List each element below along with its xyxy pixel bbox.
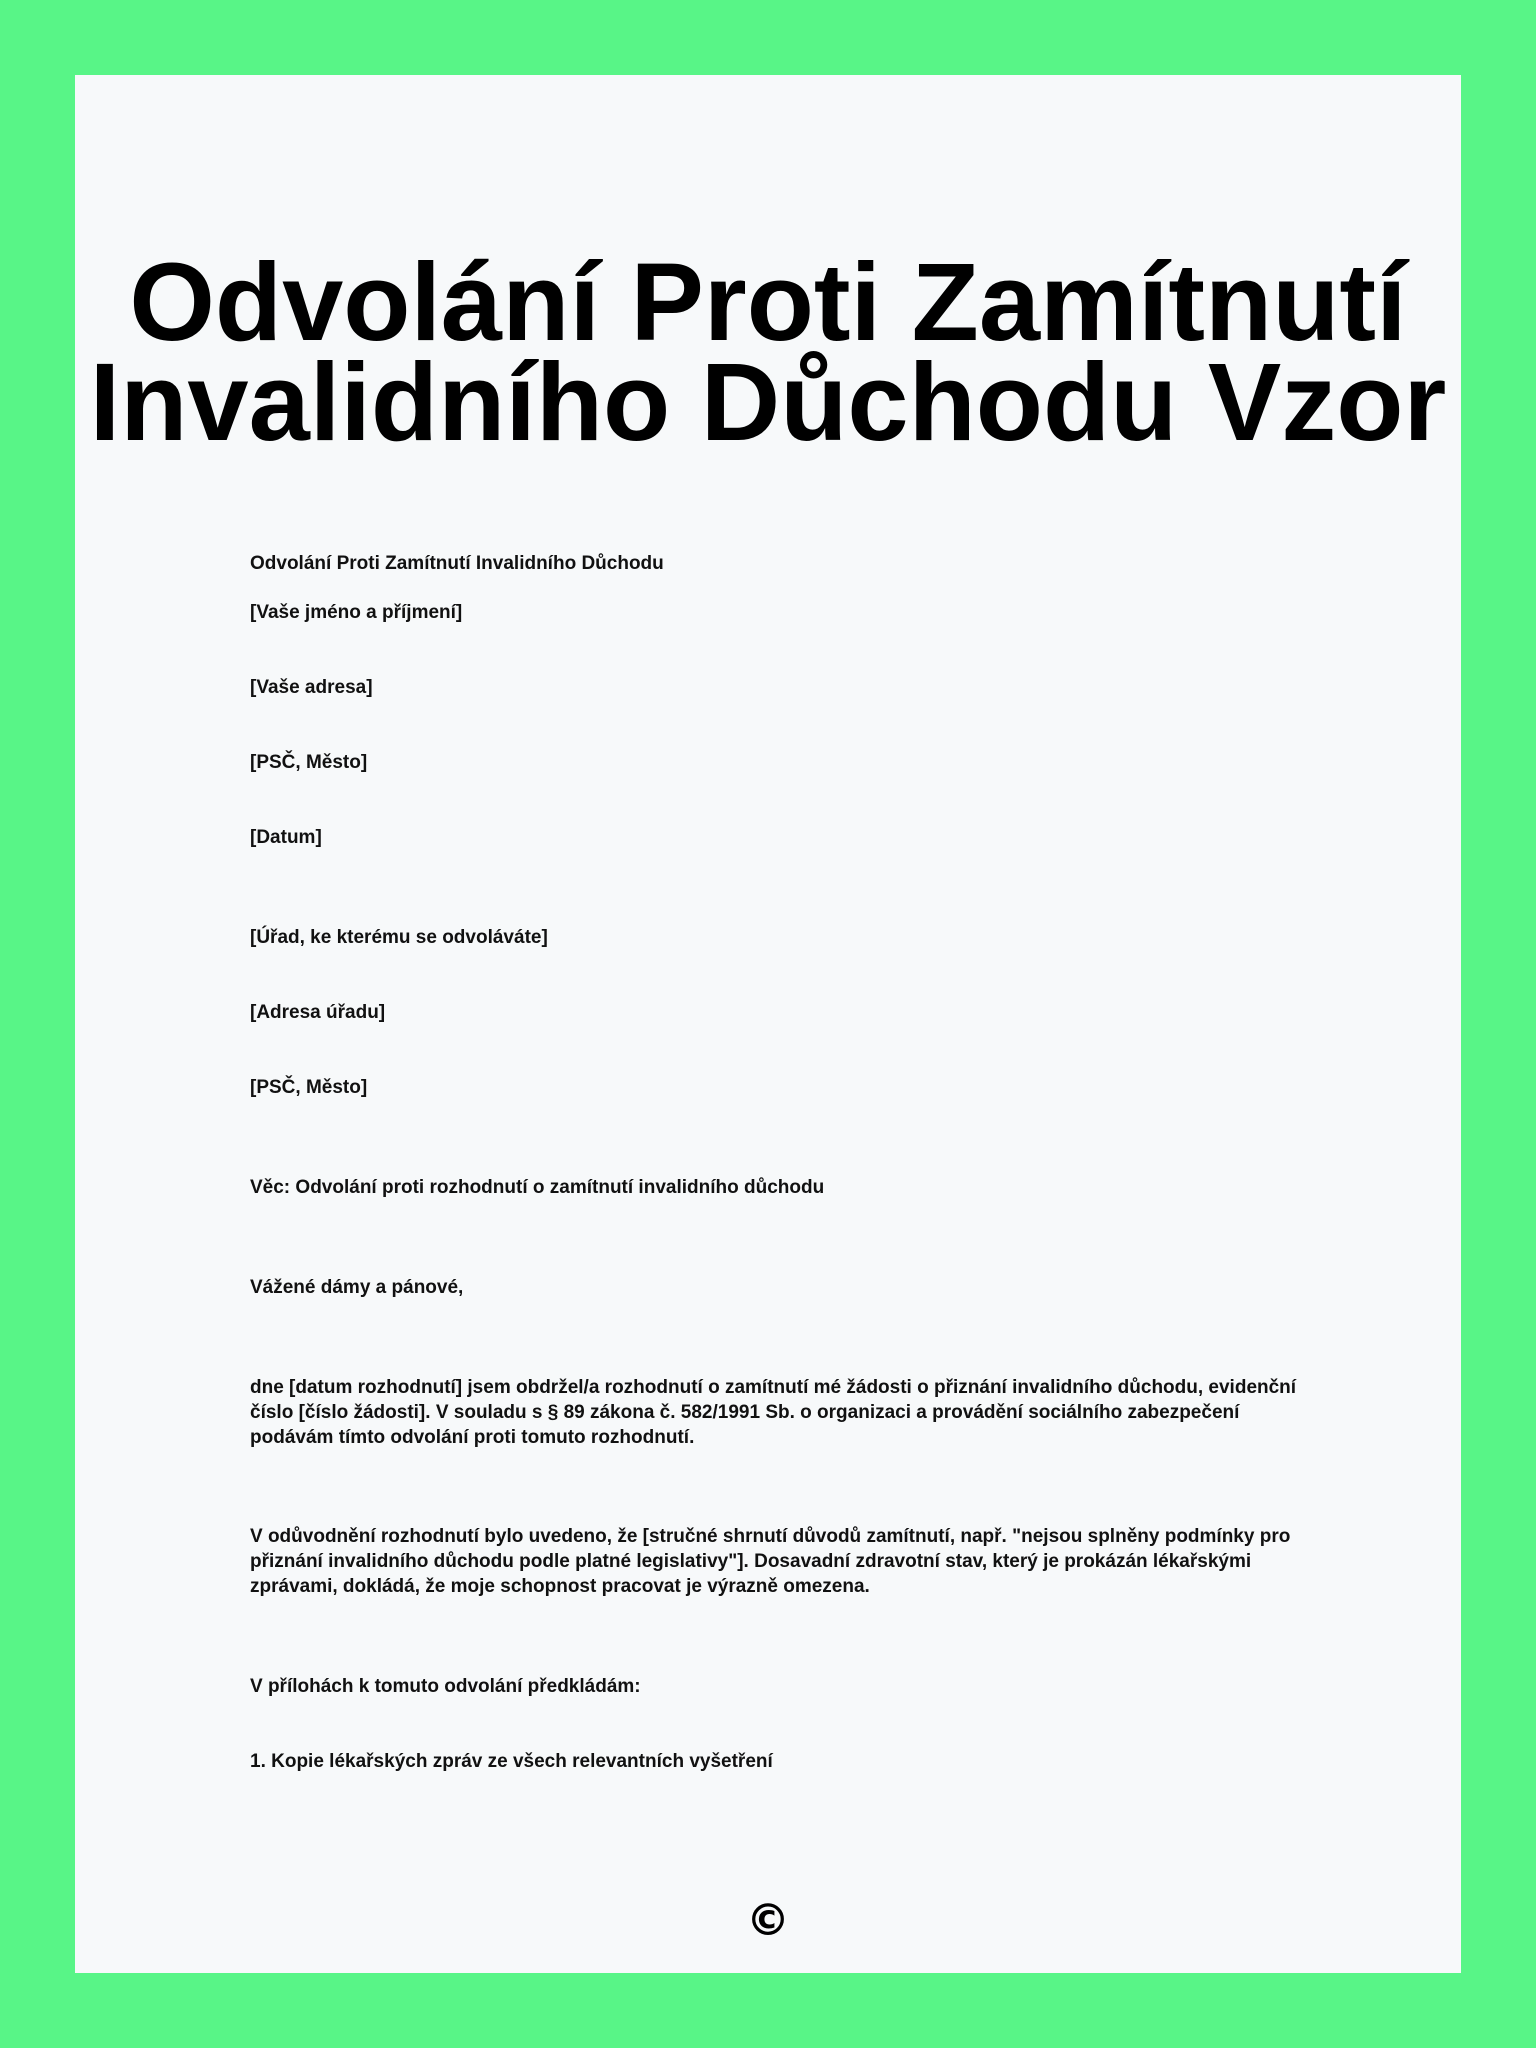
attachment-item-1: 1. Kopie lékařských zpráv ze všech relevantních vyšetření [250, 1751, 773, 1772]
recipient-address: [Adresa úřadu] [250, 1002, 386, 1023]
title-line-2: Invalidního Důchodu Vzor [89, 341, 1447, 464]
letter-date: [Datum] [250, 827, 322, 848]
letter-salutation: Vážené dámy a pánové, [250, 1277, 464, 1298]
sender-city: [PSČ, Město] [250, 752, 368, 773]
letter-subject: Věc: Odvolání proti rozhodnutí o zamítnutí invalidního důchodu [250, 1177, 825, 1198]
document-subtitle: Odvolání Proti Zamítnutí Invalidního Důchodu [250, 553, 664, 574]
attachments-intro: V přílohách k tomuto odvolání předkládám: [250, 1676, 641, 1697]
document-page [75, 75, 1461, 1973]
sender-address: [Vaše adresa] [250, 677, 373, 698]
recipient-city: [PSČ, Město] [250, 1077, 368, 1098]
page-title [75, 241, 1461, 464]
copyright-icon: © [746, 1895, 790, 1946]
recipient-office: [Úřad, ke kterému se odvoláváte] [250, 927, 548, 948]
title-line-1: Odvolání Proti Zamítnutí [129, 241, 1407, 364]
letter-paragraph-1: dne [datum rozhodnutí] jsem obdržel/a rozhodnutí o zamítnutí mé žádosti o přiznání invalidního důchodu, evidenční číslo [číslo žádosti]. V souladu s § 89 zákona č. 582/1991 Sb. o organizaci a provádění sociálního zabezpečení podávám tímto odvolání proti tomuto rozhodnutí. [250, 1377, 1297, 1448]
letter-paragraph-2: V odůvodnění rozhodnutí bylo uvedeno, že [stručné shrnutí důvodů zamítnutí, např. "nejsou splněny podmínky pro přiznání invalidního důchodu podle platné legislativy"]. Dosavadní zdravotní stav, který je prokázán lékařskými zprávami, dokládá, že moje schopnost pracovat je výrazně omezena. [250, 1526, 1291, 1597]
sender-name: [Vaše jméno a příjmení] [250, 602, 463, 623]
